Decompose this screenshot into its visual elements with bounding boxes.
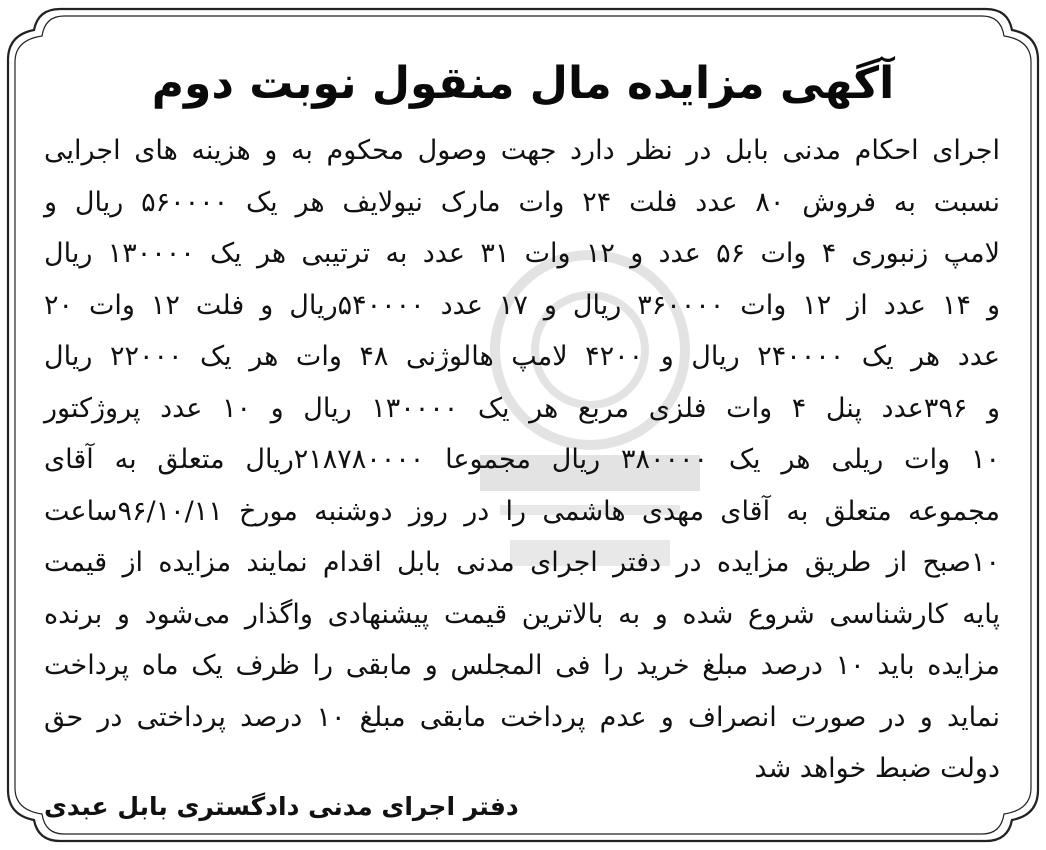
notice-body-line: اجرای احکام مدنی بابل در نظر دارد جهت وصول محکوم به و هزینه های اجرایی (44, 135, 1000, 166)
notice-body-line: عدد هر یک ۲۴۰۰۰۰ ریال و ۴۲۰۰ لامپ هالوژنی ۴۸ وات هر یک ۲۲۰۰۰ ریال (44, 341, 1001, 372)
notice-body-line: ۱۰صبح از طریق مزایده در دفتر اجرای مدنی بابل اقدام نمایند مزایده از قیمت (44, 547, 1000, 578)
notice-body-line: و ۳۹۶عدد پنل ۴ وات فلزی مربع هر یک ۱۳۰۰۰۰ ریال و ۱۰ عدد پروژکتور (44, 392, 1001, 424)
notice-body (44, 125, 1000, 795)
notice-body-line: و ۱۴ عدد از ۱۲ وات ۳۶۰۰۰۰ ریال و ۱۷ عدد ۵۴۰۰۰۰ریال و فلت ۱۲ وات ۲۰ (44, 289, 1001, 321)
notice-body-line: پایه کارشناسی شروع شده و به بالاترین قیمت پیشنهادی واگذار می‌شود و برنده (44, 598, 1000, 630)
notice-body-line: نسبت به فروش ۸۰ عدد فلت ۲۴ وات مارک نیولایف هر یک ۵۶۰۰۰۰ ریال و (44, 186, 1000, 218)
notice-body-line: نماید و در صورت انصراف و عدم پرداخت مابقی مبلغ ۱۰ درصد پرداختی در حق (44, 701, 1000, 733)
notice-body-line: دولت ضبط خواهد شد (754, 753, 1000, 784)
notice-body-line: مزایده باید ۱۰ درصد مبلغ خرید را فی المجلس و مابقی را ظرف یک ماه پرداخت (44, 650, 1000, 681)
notice-body-line: مجموعه متعلق به آقای مهدی هاشمی را در روز دوشنبه مورخ ۹۶/۱۰/۱۱ساعت (44, 495, 1000, 527)
notice-body-line: ۱۰ وات ریلی هر یک ۳۸۰۰۰۰ ریال مجموعا ۲۱۸۷۸۰۰۰۰ریال متعلق به آقای (44, 444, 1000, 475)
notice-signature: دفتر اجرای مدنی دادگستری بابل عبدی (44, 792, 519, 821)
notice-body-line: لامپ زنبوری ۴ وات ۵۶ عدد و ۱۲ وات ۳۱ عدد به ترتیبی هر یک ۱۳۰۰۰۰ ریال (44, 238, 1001, 269)
notice-title: آگهی مزایده مال منقول نوبت دوم (151, 58, 895, 109)
